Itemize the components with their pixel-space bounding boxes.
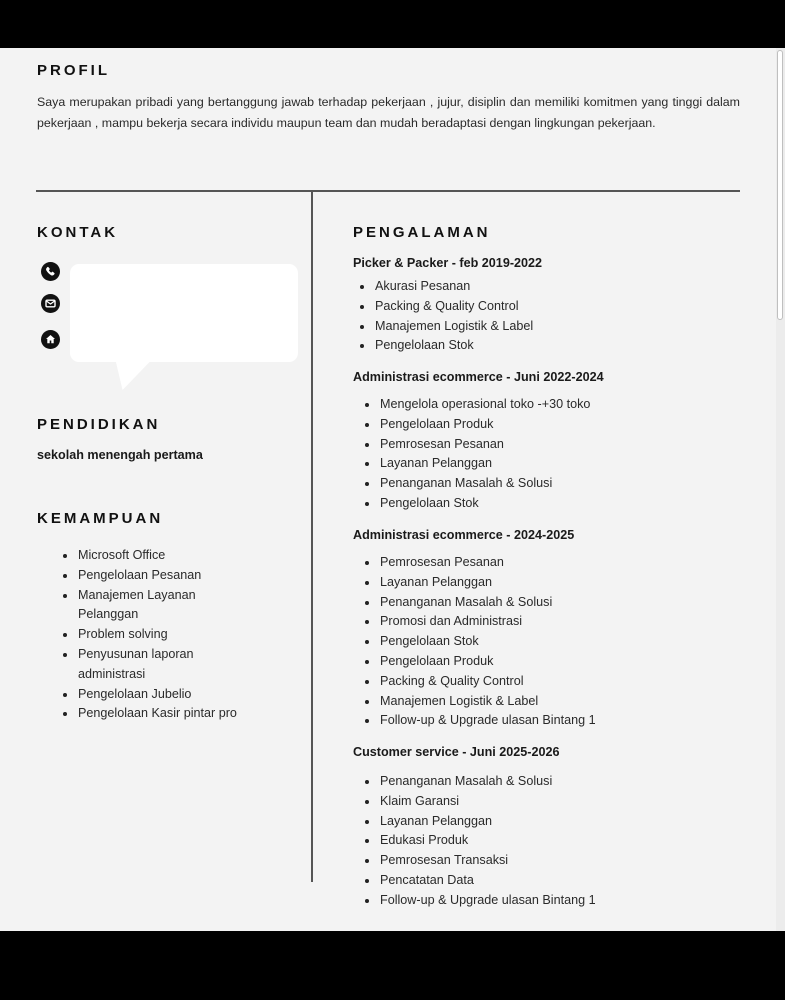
- profil-text: Saya merupakan pribadi yang bertanggung jawab terhadap pekerjaan , jujur, disiplin dan memiliki komitmen yang tinggi dalam pekerjaan , mampu bekerja secara individu maupun team dan mudah beradaptasi dengan lingkungan pekerjaan.: [37, 95, 740, 130]
- skill-item: Pengelolaan Pesanan: [62, 566, 277, 586]
- duty-item: Mengelola operasional toko -+30 toko: [364, 395, 744, 415]
- phone-icon: [41, 262, 60, 281]
- scrollbar-thumb[interactable]: [777, 50, 783, 320]
- pengalaman-heading: PENGALAMAN: [353, 224, 491, 241]
- profil-heading: PROFIL: [37, 62, 110, 79]
- duty-item: Layanan Pelanggan: [364, 812, 744, 832]
- duty-item: Packing & Quality Control: [359, 297, 739, 317]
- kemampuan-heading: KEMAMPUAN: [37, 510, 164, 527]
- kontak-heading: KONTAK: [37, 224, 119, 241]
- job-duties-list: [364, 772, 744, 911]
- skills-list: [62, 546, 277, 724]
- section-divider: [36, 190, 740, 192]
- duty-item: Edukasi Produk: [364, 831, 744, 851]
- redacted-contact-tail: [105, 360, 152, 390]
- duty-item: Pemrosesan Transaksi: [364, 851, 744, 871]
- job-title: Picker & Packer - feb 2019-2022: [353, 256, 543, 270]
- job-duties-list: [364, 553, 744, 731]
- pendidikan-heading: PENDIDIKAN: [37, 416, 161, 433]
- duty-item: Packing & Quality Control: [364, 672, 744, 692]
- column-divider: [311, 192, 313, 882]
- duty-item: Manajemen Logistik & Label: [359, 317, 739, 337]
- duty-item: Pengelolaan Produk: [364, 415, 744, 435]
- skill-item: Manajemen Layanan Pelanggan: [62, 586, 228, 626]
- job-duties-list: [364, 395, 744, 514]
- duty-item: Follow-up & Upgrade ulasan Bintang 1: [364, 891, 744, 911]
- duty-item: Klaim Garansi: [364, 792, 744, 812]
- duty-item: Pengelolaan Stok: [359, 336, 739, 356]
- home-icon: [41, 330, 60, 349]
- mail-icon: [41, 294, 60, 313]
- duty-item: Penanganan Masalah & Solusi: [364, 474, 744, 494]
- duty-item: Penanganan Masalah & Solusi: [364, 772, 744, 792]
- job-title: Customer service - Juni 2025-2026: [353, 745, 560, 759]
- duty-item: Pemrosesan Pesanan: [364, 553, 744, 573]
- job-title: Administrasi ecommerce - Juni 2022-2024: [353, 370, 604, 384]
- duty-item: Layanan Pelanggan: [364, 454, 744, 474]
- skill-item: Pengelolaan Kasir pintar pro: [62, 704, 277, 724]
- duty-item: Pengelolaan Stok: [364, 494, 744, 514]
- duty-item: Manajemen Logistik & Label: [364, 692, 744, 712]
- job-duties-list: [359, 277, 739, 356]
- duty-item: Layanan Pelanggan: [364, 573, 744, 593]
- duty-item: Akurasi Pesanan: [359, 277, 739, 297]
- duty-item: Promosi dan Administrasi: [364, 612, 744, 632]
- cv-page: [0, 48, 776, 931]
- job-title: Administrasi ecommerce - 2024-2025: [353, 528, 575, 542]
- skill-item: Problem solving: [62, 625, 277, 645]
- redacted-contact-area: [70, 264, 298, 362]
- skill-item: Penyusunan laporan administrasi: [62, 645, 228, 685]
- duty-item: Penanganan Masalah & Solusi: [364, 593, 744, 613]
- education-school: sekolah menengah pertama: [37, 448, 203, 462]
- skill-item: Pengelolaan Jubelio: [62, 685, 277, 705]
- duty-item: Follow-up & Upgrade ulasan Bintang 1: [364, 711, 744, 731]
- duty-item: Pengelolaan Produk: [364, 652, 744, 672]
- skill-item: Microsoft Office: [62, 546, 277, 566]
- duty-item: Pemrosesan Pesanan: [364, 435, 744, 455]
- vertical-scrollbar[interactable]: [776, 48, 785, 931]
- duty-item: Pencatatan Data: [364, 871, 744, 891]
- duty-item: Pengelolaan Stok: [364, 632, 744, 652]
